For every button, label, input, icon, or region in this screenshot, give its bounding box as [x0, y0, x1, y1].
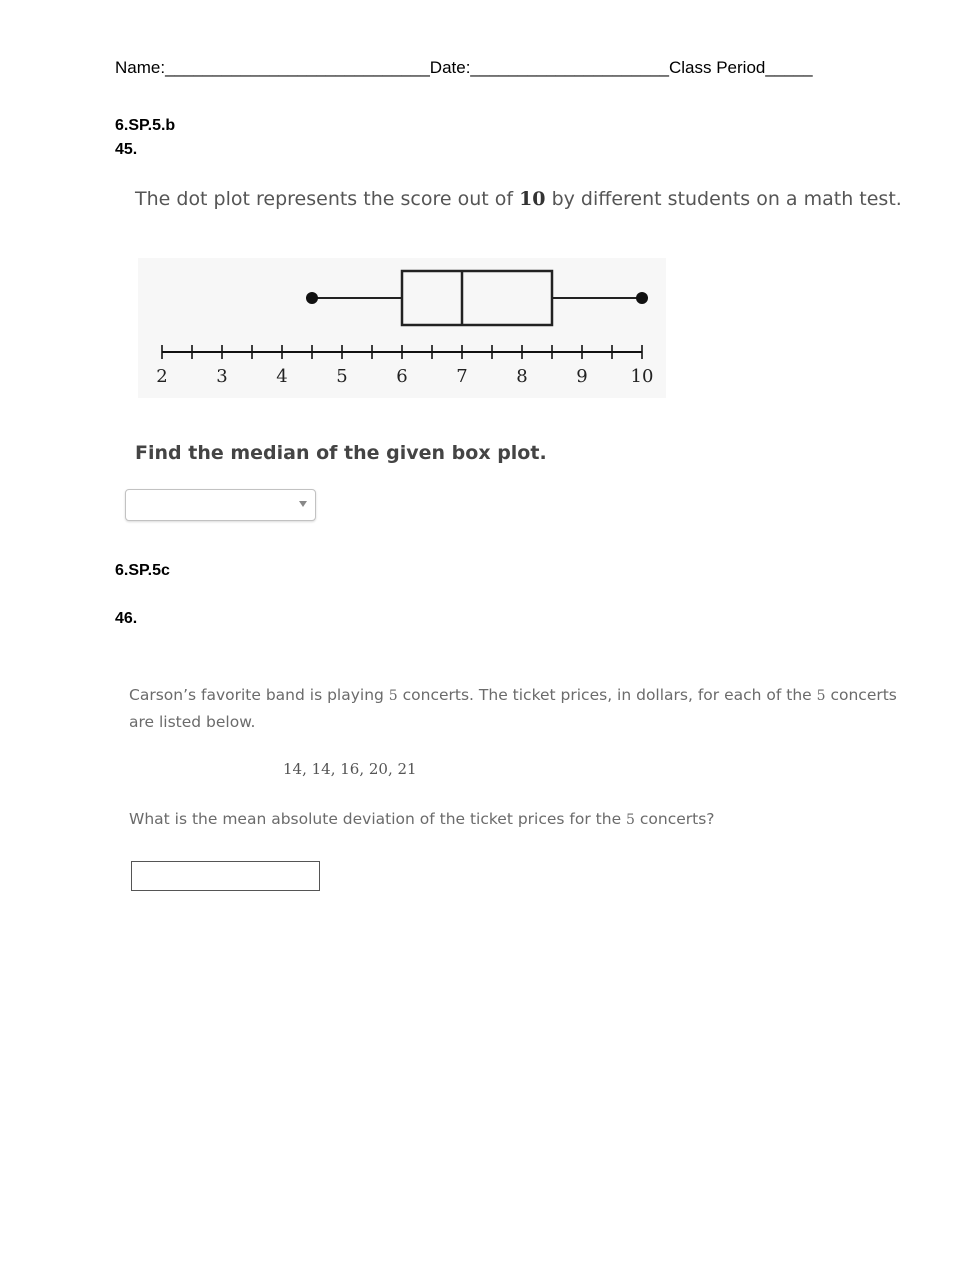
mad-answer-input[interactable]: [131, 861, 320, 891]
q46-question-n: 5: [626, 812, 635, 828]
q45-prompt-before: The dot plot represents the score out of: [135, 188, 520, 210]
q45-prompt-bold: 10: [519, 188, 546, 210]
q46-intro: [129, 682, 899, 735]
ticket-prices: 14, 14, 16, 20, 21: [283, 760, 417, 778]
min-dot: [306, 292, 318, 304]
q46-intro-n2: 5: [816, 688, 826, 704]
chevron-down-icon: [299, 501, 307, 507]
q45-question: Find the median of the given box plot.: [135, 442, 547, 464]
header-name-date-period: Name:____________________________Date:_____________________Class Period_____: [115, 58, 813, 77]
q46-intro-c: concerts are listed below.: [129, 686, 897, 731]
q46-intro-a: Carson’s favorite band is playing: [129, 686, 389, 704]
q46-intro-b: concerts. The ticket prices, in dollars, for each of the: [397, 686, 817, 704]
axis-tick-label: 10: [630, 366, 654, 387]
box-q1-q3: [402, 271, 552, 325]
standard-label-q46: 6.SP.5c: [115, 562, 170, 579]
axis-tick-labels: [156, 366, 653, 387]
q46-question: [129, 810, 715, 828]
axis-tick-label: 9: [576, 366, 588, 387]
q46-intro-n1: 5: [388, 688, 398, 704]
q45-prompt-after: by different students on a math test.: [545, 188, 902, 210]
max-dot: [636, 292, 648, 304]
axis-tick-label: 7: [456, 366, 468, 387]
axis-tick-label: 5: [336, 366, 348, 387]
axis-tick-label: 6: [396, 366, 408, 387]
box-plot: [138, 258, 666, 398]
median-answer-dropdown[interactable]: [125, 489, 316, 521]
question-number-45: 45.: [115, 141, 138, 158]
axis-tick-label: 4: [276, 366, 288, 387]
axis-tick-label: 2: [156, 366, 168, 387]
q46-question-a: What is the mean absolute deviation of the ticket prices for the: [129, 810, 627, 828]
axis-tick-label: 3: [216, 366, 228, 387]
axis-tick-label: 8: [516, 366, 528, 387]
q45-prompt: [135, 188, 902, 210]
box-plot-svg: [138, 258, 666, 398]
standard-label-q45: 6.SP.5.b: [115, 117, 176, 134]
q46-question-b: concerts?: [634, 810, 715, 828]
question-number-46: 46.: [115, 610, 138, 627]
